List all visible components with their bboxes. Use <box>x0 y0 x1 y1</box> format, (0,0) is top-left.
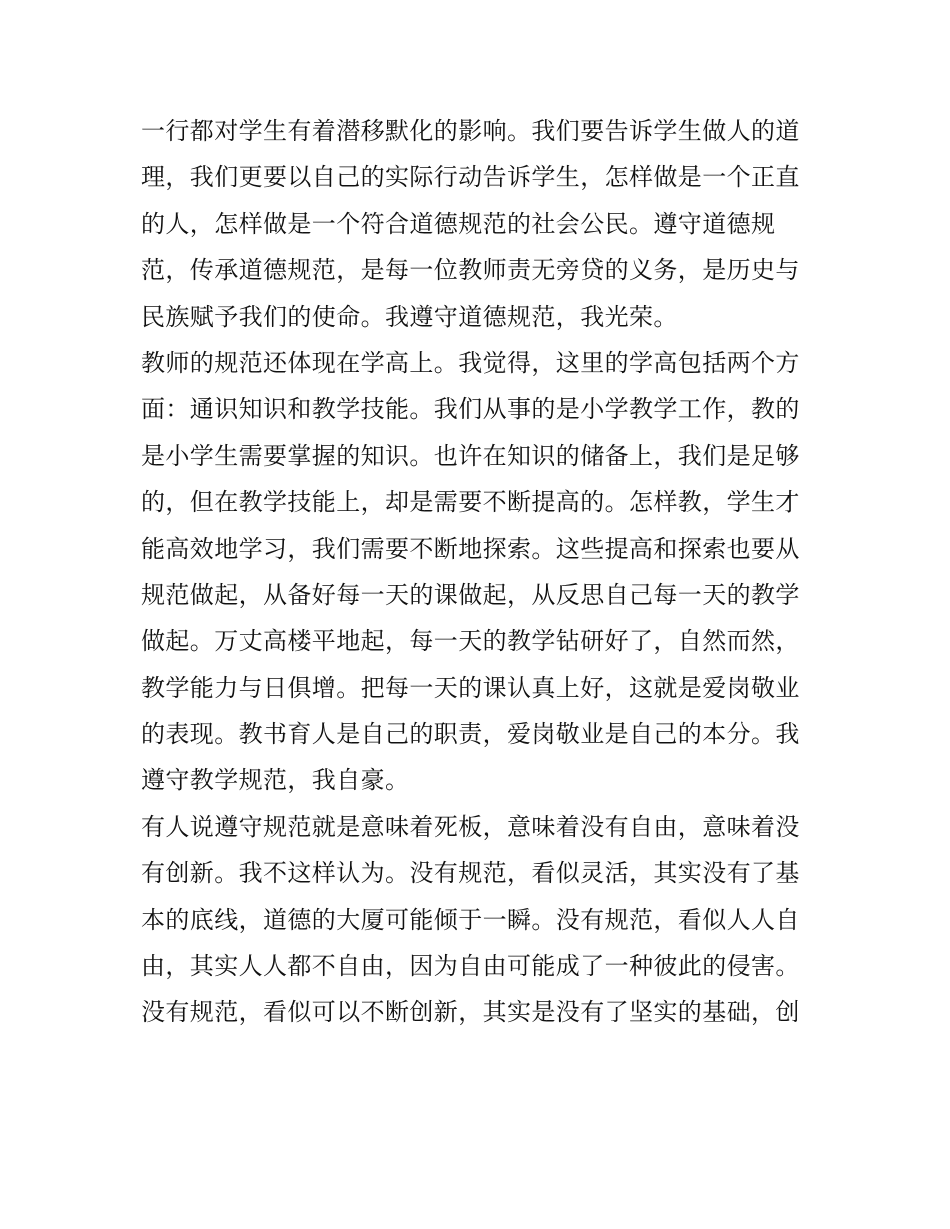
text-line-11: 规范做起，从备好每一天的课做起，从反思自己每一天的教学 <box>141 580 800 609</box>
body-text <box>141 108 821 1036</box>
text-line-12: 做起。万丈高楼平地起，每一天的教学钻研好了，自然而然， <box>141 627 800 656</box>
text-line-14: 的表现。教书育人是自己的职责，爱岗敬业是自己的本分。我 <box>141 720 800 749</box>
text-line-7: 面：通识知识和教学技能。我们从事的是小学教学工作，教的 <box>141 395 800 424</box>
text-line-8: 是小学生需要掌握的知识。也许在知识的储备上，我们是足够 <box>141 441 800 470</box>
text-line-1: 一行都对学生有着潜移默化的影响。我们要告诉学生做人的道 <box>141 117 800 145</box>
text-line-2: 理，我们更要以自己的实际行动告诉学生，怎样做是一个正直 <box>141 163 800 192</box>
text-line-16: 有人说遵守规范就是意味着死板，意味着没有自由，意味着没 <box>141 812 800 841</box>
text-line-20: 没有规范，看似可以不断创新，其实是没有了坚实的基础，创 <box>141 998 800 1027</box>
text-line-17: 有创新。我不这样认为。没有规范，看似灵活，其实没有了基 <box>141 859 800 888</box>
text-line-19: 由，其实人人都不自由，因为自由可能成了一种彼此的侵害。 <box>141 952 800 981</box>
text-line-3: 的人，怎样做是一个符合道德规范的社会公民。遵守道德规 <box>141 209 776 238</box>
text-line-9: 的，但在教学技能上，却是需要不断提高的。怎样教，学生才 <box>141 488 800 517</box>
text-line-4: 范，传承道德规范，是每一位教师责无旁贷的义务，是历史与 <box>141 256 800 285</box>
text-line-15: 遵守教学规范，我自豪。 <box>141 766 410 795</box>
text-line-13: 教学能力与日俱增。把每一天的课认真上好，这就是爱岗敬业 <box>141 673 800 702</box>
text-line-18: 本的底线，道德的大厦可能倾于一瞬。没有规范，看似人人自 <box>141 905 800 934</box>
text-line-6: 教师的规范还体现在学高上。我觉得，这里的学高包括两个方 <box>141 348 800 377</box>
text-line-5: 民族赋予我们的使命。我遵守道德规范，我光荣。 <box>141 302 678 331</box>
text-line-10: 能高效地学习，我们需要不断地探索。这些提高和探索也要从 <box>141 534 800 563</box>
